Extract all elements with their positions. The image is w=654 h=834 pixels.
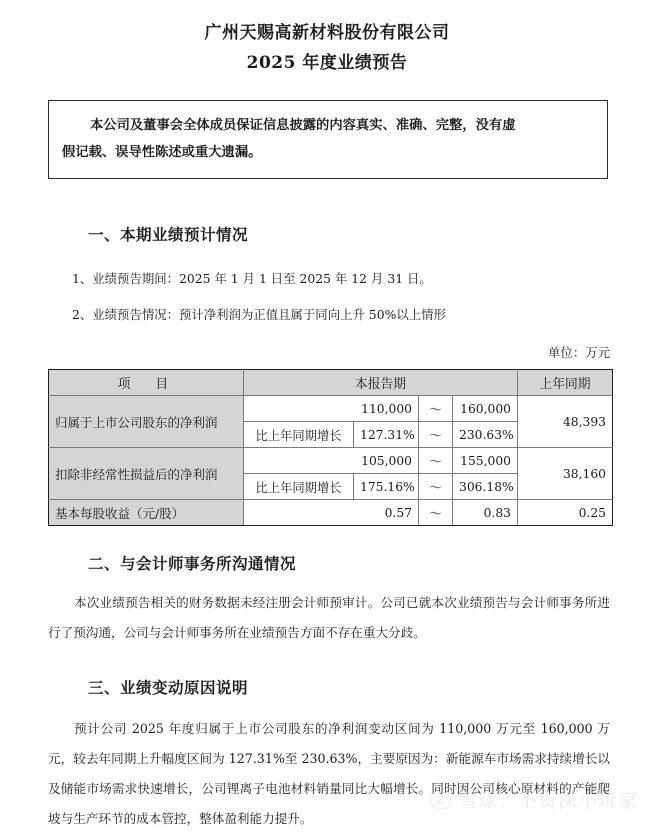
- table-row: [49, 448, 613, 474]
- row-label-deducted-profit: 扣除非经常性损益后的净利润: [49, 448, 244, 500]
- table-row: [49, 500, 613, 526]
- disclaimer-line-2: 假记载、误导性陈述或重大遗漏。: [62, 145, 262, 160]
- financial-table: [48, 369, 613, 526]
- net-profit-low: 110,000: [244, 396, 419, 422]
- net-profit-tilde: ～: [419, 396, 453, 422]
- eps-tilde: ～: [419, 500, 453, 526]
- header-prior-period: 上年同期: [518, 370, 613, 396]
- financial-table-wrapper: [48, 369, 612, 526]
- company-name: 广州天赐高新材料股份有限公司: [204, 23, 450, 43]
- table-header-row: [49, 370, 613, 396]
- row-label-eps: 基本每股收益（元/股）: [49, 500, 244, 526]
- section-1-item-1: 1、业绩预告期间：2025 年 1 月 1 日至 2025 年 12 月 31 日。: [72, 271, 432, 286]
- row-label-net-profit: 归属于上市公司股东的净利润: [49, 396, 244, 448]
- deducted-profit-prior: 38,160: [518, 448, 613, 500]
- net-profit-growth-low: 127.31%: [354, 422, 419, 448]
- deducted-profit-growth-low: 175.16%: [354, 474, 419, 500]
- eps-prior: 0.25: [518, 500, 613, 526]
- section-2-paragraph: 本次业绩预告相关的财务数据未经注册会计师预审计。公司已就本次业绩预告与会计师事务所进行了预沟通，公司与会计师事务所在业绩预告方面不存在重大分歧。: [48, 595, 610, 640]
- watermark-text: 雪球：不资深小玩家: [457, 790, 638, 812]
- net-profit-high: 160,000: [453, 396, 518, 422]
- section-1-item-2: 2、业绩预告情况：预计净利润为正值且属于同向上升 50%以上情形: [72, 307, 446, 322]
- header-item: [49, 370, 244, 396]
- deducted-profit-high: 155,000: [453, 448, 518, 474]
- document-header: [0, 0, 654, 78]
- deducted-profit-growth-high: 306.18%: [453, 474, 518, 500]
- disclaimer-box: [48, 100, 608, 179]
- section-3-heading: 三、业绩变动原因说明: [88, 678, 249, 697]
- section-1-heading: 一、本期业绩预计情况: [88, 225, 249, 244]
- header-item-label: 项 目: [117, 377, 175, 392]
- section-2-heading: 二、与会计师事务所沟通情况: [88, 554, 297, 573]
- deducted-profit-growth-label: 比上年同期增长: [244, 474, 354, 500]
- net-profit-growth-label: 比上年同期增长: [244, 422, 354, 448]
- header-current-period: 本报告期: [244, 370, 518, 396]
- deducted-profit-low: 105,000: [244, 448, 419, 474]
- eps-high: 0.83: [453, 500, 518, 526]
- disclaimer-line-1: 本公司及董事会全体成员保证信息披露的内容真实、准确、完整，没有虚: [90, 118, 516, 133]
- deducted-profit-tilde: ～: [419, 448, 453, 474]
- eps-low: 0.57: [244, 500, 419, 526]
- net-profit-growth-high: 230.63%: [453, 422, 518, 448]
- deducted-profit-growth-tilde: ～: [419, 474, 453, 500]
- report-title: 2025 年度业绩预告: [246, 53, 408, 73]
- unit-label: 单位：万元: [548, 345, 610, 360]
- section-3-paragraph: 预计公司 2025 年度归属于上市公司股东的净利润变动区间为 110,000 万元至 160,000 万元，较去年同期上升幅度区间为 127.31%至 230.63%，主要原因为：新能源车市场需求持续增长以及储能市场需求快速增长，公司锂离子电池材料销量同比大幅增长。同时因公司核心原材料的产能爬坡与生产环节的成本管控，整体盈利能力提升。: [48, 721, 610, 826]
- net-profit-growth-tilde: ～: [419, 422, 453, 448]
- table-row: [49, 396, 613, 422]
- net-profit-prior: 48,393: [518, 396, 613, 448]
